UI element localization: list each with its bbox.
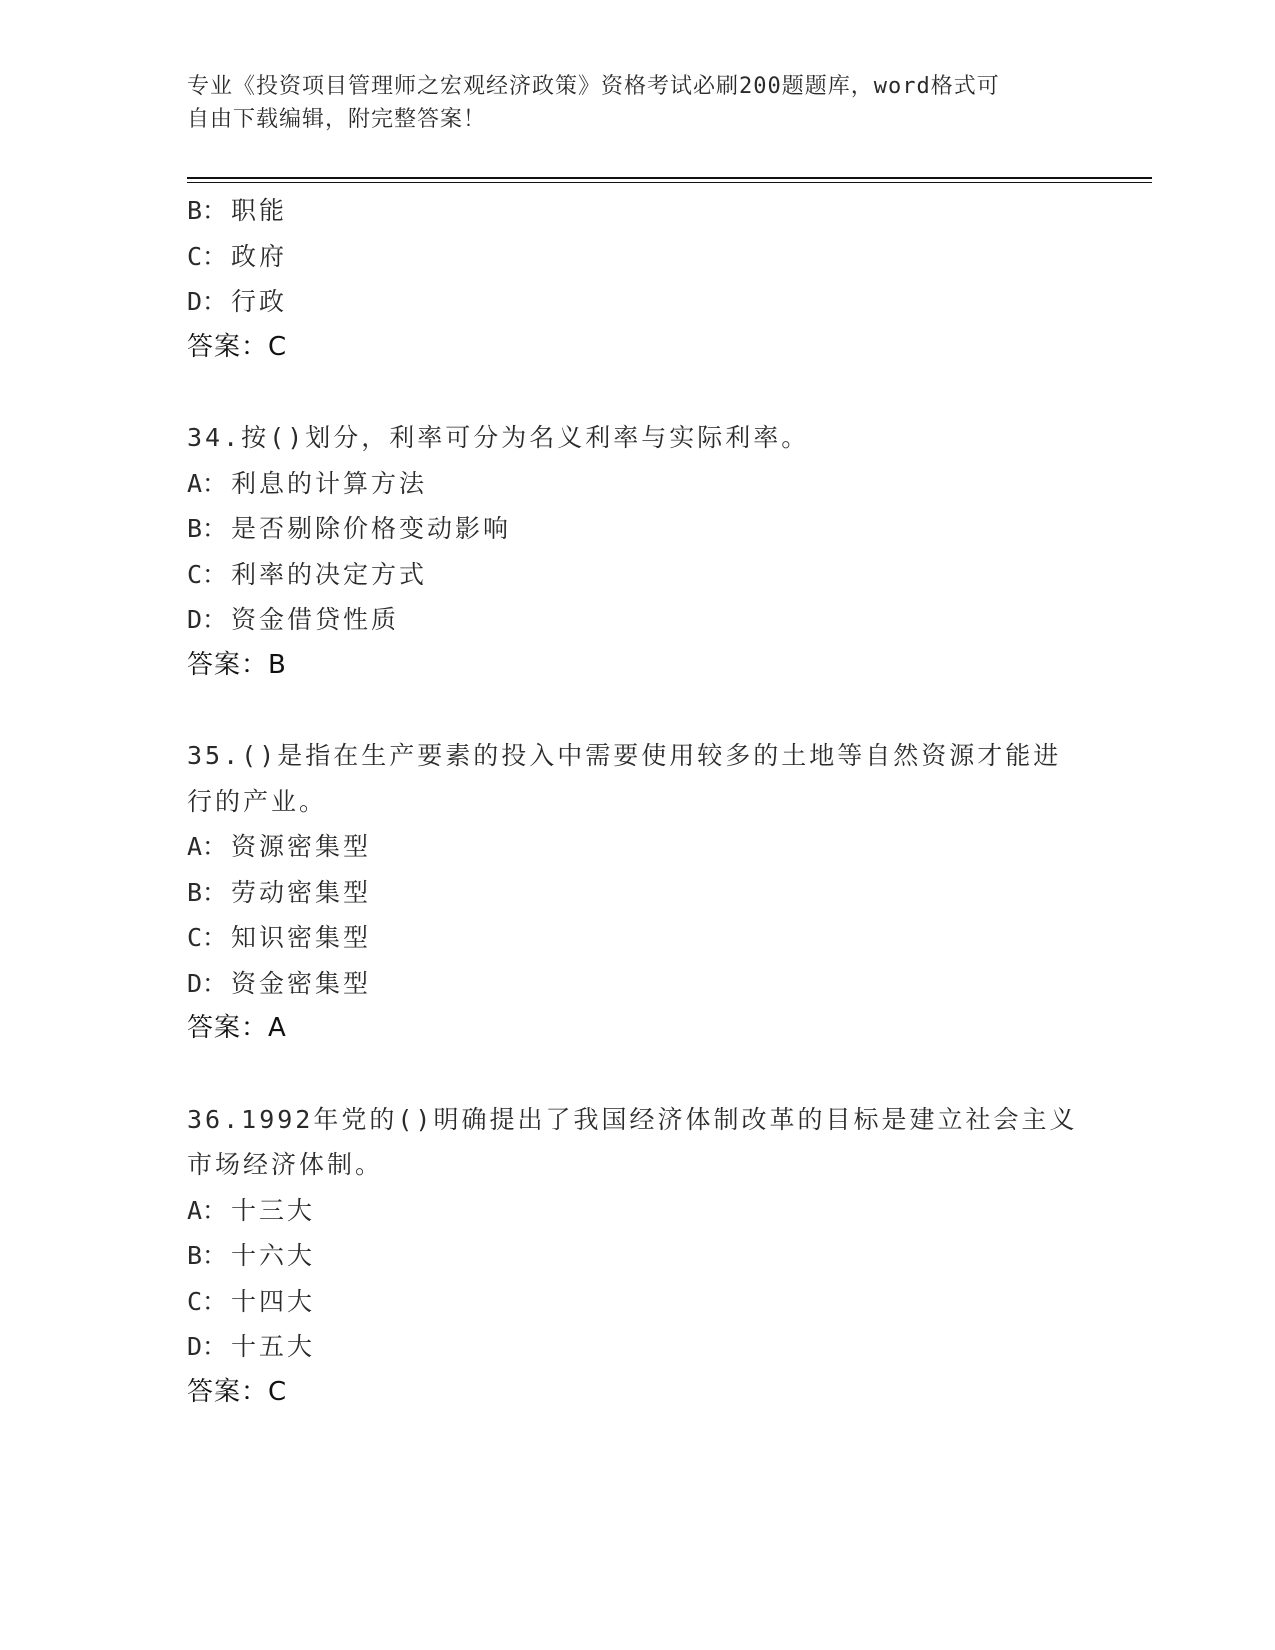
option-d (187, 961, 1087, 1007)
option-key: B： (187, 514, 228, 543)
option-b (187, 870, 1087, 916)
header-line-2: 自由下载编辑，附完整答案！ (187, 107, 487, 132)
option-d (187, 279, 1087, 325)
question-stem-line-2: 行的产业。 (187, 786, 328, 816)
option-key: B： (187, 1241, 228, 1270)
option-text: 十三大 (231, 1195, 316, 1225)
document-header (187, 70, 1067, 136)
option-key: A： (187, 832, 228, 861)
option-text: 资金借贷性质 (231, 605, 400, 634)
spacer (187, 688, 1087, 733)
answer-line: 答案：C (187, 331, 288, 362)
option-key: C： (187, 923, 228, 952)
option-text: 资源密集型 (231, 832, 372, 861)
answer-line: 答案：B (187, 649, 287, 680)
option-key: D： (187, 605, 228, 634)
option-key: C： (187, 241, 228, 271)
option-key: C： (187, 1286, 228, 1316)
question-stem-line-1: 36.1992年党的()明确提出了我国经济体制改革的目标是建立社会主义 (187, 1104, 1078, 1134)
question-36 (187, 1097, 1087, 1416)
spacer (187, 370, 1087, 415)
option-text: 是否剔除价格变动影响 (231, 514, 512, 543)
header-divider-thick (187, 177, 1152, 179)
option-d (187, 1324, 1087, 1370)
question-stem: 34.按()划分，利率可分为名义利率与实际利率。 (187, 423, 810, 452)
option-c (187, 915, 1087, 961)
header-line-1: 专业《投资项目管理师之宏观经济政策》资格考试必刷200题题库，word格式可 (187, 74, 1000, 99)
question-34 (187, 415, 1087, 688)
option-key: A： (187, 1195, 228, 1225)
option-key: D： (187, 287, 228, 316)
option-a (187, 461, 1087, 507)
option-b (187, 506, 1087, 552)
option-key: B： (187, 877, 228, 907)
option-text: 职能 (231, 196, 288, 225)
option-text: 劳动密集型 (231, 877, 372, 907)
option-c (187, 234, 1087, 280)
option-c (187, 552, 1087, 598)
option-key: B： (187, 196, 228, 225)
question-stem-line-1: 35.()是指在生产要素的投入中需要使用较多的土地等自然资源才能进 (187, 741, 1062, 770)
option-a (187, 1188, 1087, 1234)
option-b (187, 188, 1087, 234)
answer-line: 答案：A (187, 1013, 287, 1043)
option-text: 利息的计算方法 (231, 468, 428, 498)
option-key: A： (187, 468, 228, 498)
option-text: 十六大 (231, 1241, 316, 1270)
option-d (187, 597, 1087, 643)
question-list (187, 188, 1087, 1415)
spacer (187, 1052, 1087, 1097)
option-c (187, 1279, 1087, 1325)
option-b (187, 1233, 1087, 1279)
option-key: C： (187, 559, 228, 589)
header-divider-thin (187, 182, 1152, 183)
option-text: 行政 (231, 287, 288, 316)
option-text: 知识密集型 (231, 923, 372, 952)
question-35 (187, 733, 1087, 1052)
option-text: 资金密集型 (231, 968, 372, 998)
question-stem-line-2: 市场经济体制。 (187, 1150, 384, 1179)
option-text: 十五大 (231, 1332, 316, 1361)
question-33-continued (187, 188, 1087, 370)
option-a (187, 824, 1087, 870)
option-text: 政府 (231, 241, 288, 271)
answer-line: 答案：C (187, 1376, 288, 1407)
option-key: D： (187, 1332, 228, 1361)
option-text: 利率的决定方式 (231, 559, 428, 589)
option-text: 十四大 (231, 1286, 316, 1316)
option-key: D： (187, 968, 228, 998)
